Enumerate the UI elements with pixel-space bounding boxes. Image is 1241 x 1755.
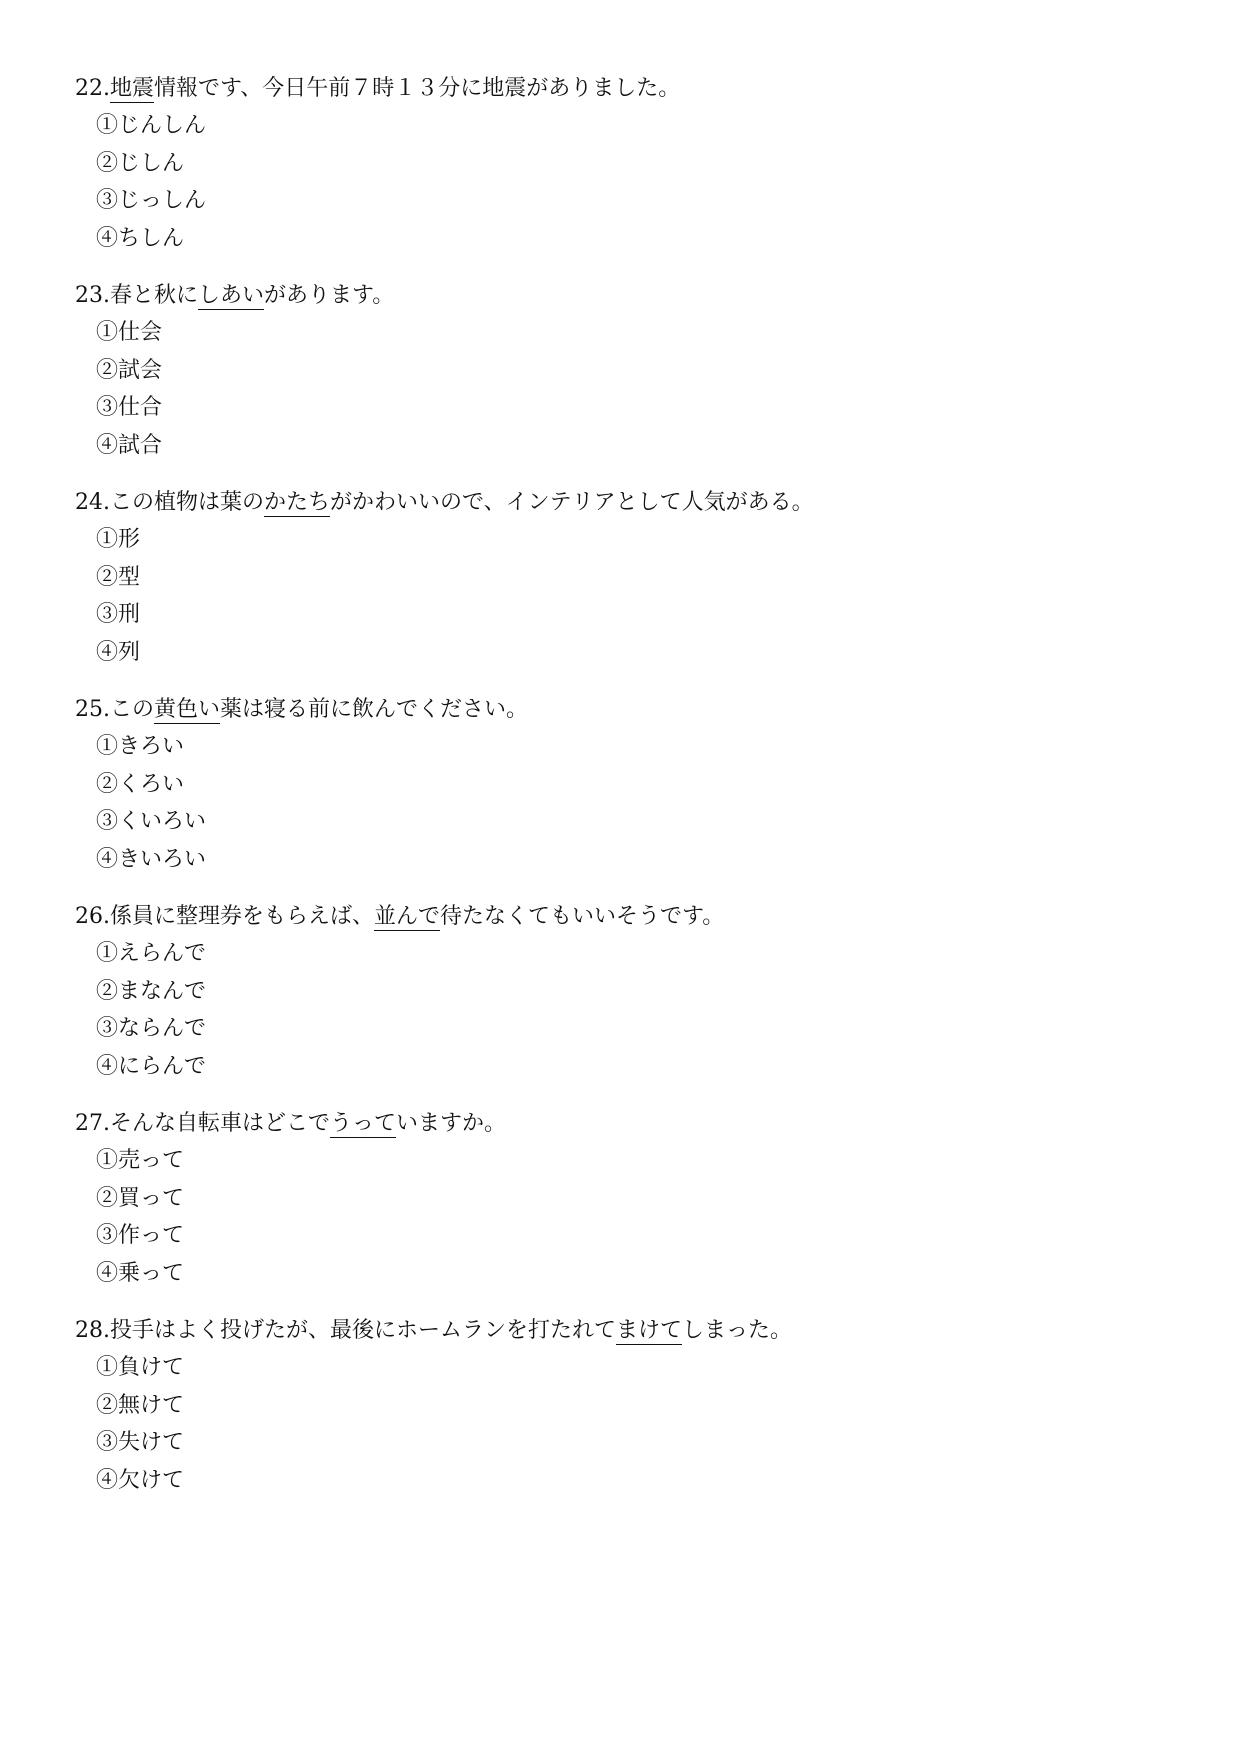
- option-2: ②無けて: [96, 1392, 185, 1418]
- question-23: [75, 277, 1175, 464]
- option-3: ③じっしん: [96, 188, 207, 213]
- question-text: [75, 691, 1175, 728]
- option-4: ④列: [96, 639, 141, 665]
- option-3: ③刑: [96, 602, 141, 627]
- option-3: ③失けて: [96, 1430, 185, 1455]
- question-number: 24.: [75, 490, 110, 515]
- underlined-word: 地震: [110, 76, 155, 101]
- question-28: [75, 1312, 1175, 1499]
- option-4: ④試合: [96, 432, 163, 458]
- option-2: ②型: [96, 564, 141, 590]
- question-text: [75, 1105, 1175, 1142]
- question-26: [75, 898, 1175, 1085]
- underlined-word: しあい: [198, 283, 265, 308]
- question-text-after: 待たなくてもいいそうです。: [440, 904, 725, 929]
- option-1: ①仕会: [96, 320, 163, 345]
- question-number: 27.: [75, 1111, 110, 1136]
- option-4: ④欠けて: [96, 1467, 185, 1493]
- question-22: [75, 70, 1175, 257]
- underlined-word: うって: [330, 1111, 397, 1136]
- question-text-before: そんな自転車はどこで: [110, 1111, 331, 1136]
- option-1: ①負けて: [96, 1355, 185, 1380]
- option-4: ④にらんで: [96, 1053, 207, 1079]
- option-2: ②じしん: [96, 150, 185, 176]
- question-text: [75, 277, 1175, 314]
- question-text-after: しまった。: [682, 1318, 793, 1343]
- option-3: ③くいろい: [96, 809, 207, 834]
- question-text: [75, 898, 1175, 935]
- question-text-before: この植物は葉の: [110, 490, 265, 515]
- option-1: ①売って: [96, 1148, 185, 1173]
- option-2: ②試会: [96, 357, 163, 383]
- option-1: ①じんしん: [96, 113, 207, 138]
- option-1: ①きろい: [96, 734, 185, 759]
- question-text: [75, 484, 1175, 521]
- question-text-after: いますか。: [396, 1111, 507, 1136]
- question-27: [75, 1105, 1175, 1292]
- option-3: ③仕合: [96, 395, 163, 420]
- option-1: ①えらんで: [96, 941, 207, 966]
- question-number: 23.: [75, 283, 110, 308]
- question-text-before: この: [110, 697, 155, 722]
- option-3: ③作って: [96, 1223, 185, 1248]
- option-4: ④乗って: [96, 1260, 185, 1286]
- option-1: ①形: [96, 527, 141, 552]
- question-number: 22.: [75, 76, 110, 101]
- question-text-before: 投手はよく投げたが、最後にホームランを打たれて: [110, 1318, 617, 1343]
- question-text-before: 係員に整理券をもらえば、: [110, 904, 375, 929]
- underlined-word: 黄色い: [154, 697, 221, 722]
- question-text-before: 春と秋に: [110, 283, 199, 308]
- underlined-word: 並んで: [374, 904, 441, 929]
- question-number: 26.: [75, 904, 110, 929]
- option-4: ④きいろい: [96, 846, 207, 872]
- exam-page: [75, 70, 1175, 1519]
- option-2: ②まなんで: [96, 978, 207, 1004]
- question-number: 28.: [75, 1318, 110, 1343]
- question-text: [75, 70, 1175, 107]
- question-24: [75, 484, 1175, 671]
- question-25: [75, 691, 1175, 878]
- underlined-word: かたち: [264, 490, 331, 515]
- option-3: ③ならんで: [96, 1016, 207, 1041]
- option-2: ②くろい: [96, 771, 185, 797]
- option-4: ④ちしん: [96, 225, 185, 251]
- question-text: [75, 1312, 1175, 1349]
- question-text-after: 情報です、今日午前７時１３分に地震がありました。: [154, 76, 681, 101]
- question-text-after: がかわいいので、インテリアとして人気がある。: [330, 490, 814, 515]
- option-2: ②買って: [96, 1185, 185, 1211]
- question-text-after: があります。: [264, 283, 395, 308]
- question-text-after: 薬は寝る前に飲んでください。: [220, 697, 529, 722]
- question-number: 25.: [75, 697, 110, 722]
- underlined-word: まけて: [616, 1318, 683, 1343]
